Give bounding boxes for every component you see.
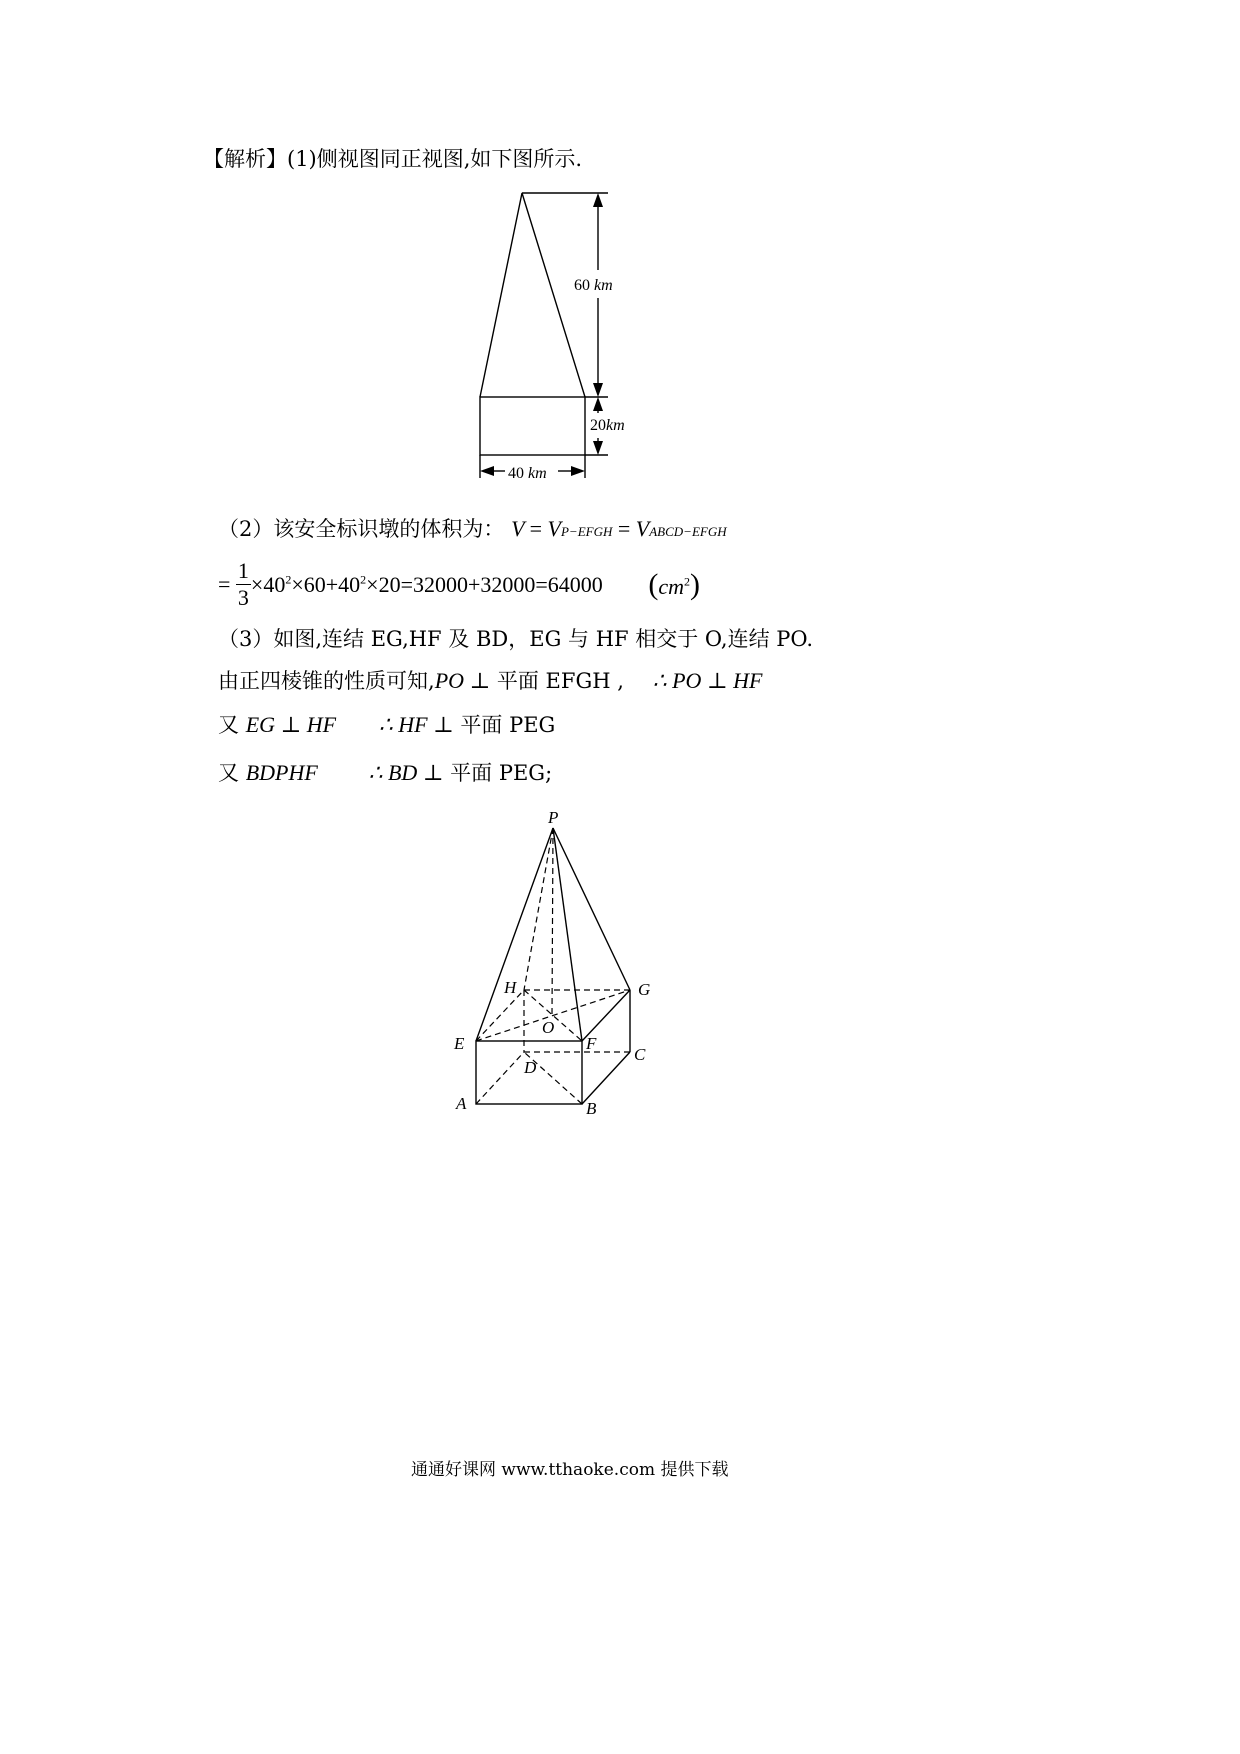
subscript-pyramid: P−EFGH xyxy=(560,524,613,539)
label-60km: 60 km xyxy=(574,277,613,294)
line4-suffix: 平面 PEG; xyxy=(443,761,553,785)
footer-text: 通通好课网 www.tthaoke.com 提供下载 xyxy=(411,1460,729,1480)
analysis-heading xyxy=(203,146,582,172)
arrow-right xyxy=(571,466,585,476)
po-perp: PO ⊥ xyxy=(434,668,491,693)
edge-AD-dashed xyxy=(476,1052,524,1104)
label-C: C xyxy=(634,1045,646,1064)
edge-PE xyxy=(476,828,553,1041)
eq-pow-1: 2 xyxy=(285,572,292,587)
v-symbol-2: V xyxy=(547,516,561,541)
therefore-bd-perp: ∴ BD ⊥ xyxy=(368,760,444,785)
arrow-up-mid xyxy=(593,397,603,411)
label-E: E xyxy=(454,1034,465,1053)
arrow-up-top xyxy=(593,193,603,207)
line4-prefix: 又 xyxy=(218,761,239,785)
label-D: D xyxy=(524,1058,537,1077)
therefore-hf-perp: ∴ HF ⊥ xyxy=(378,712,454,737)
arrow-left xyxy=(480,466,494,476)
base-rectangle xyxy=(480,397,585,455)
part3-line3 xyxy=(218,712,555,738)
fraction-one-third xyxy=(236,558,251,611)
frac-den: 3 xyxy=(237,585,249,610)
label-40km: 40 km xyxy=(508,465,547,482)
po-perp-hf: ∴ PO ⊥ HF xyxy=(652,668,763,693)
label-B: B xyxy=(586,1099,597,1118)
v-symbol: V xyxy=(511,516,525,541)
eq-term-2: ×60+40 xyxy=(291,571,361,597)
edge-PO-dashed xyxy=(552,828,553,1015)
part1-text: (1)侧视图同正视图,如下图所示. xyxy=(287,147,583,171)
label-20km: 20km xyxy=(590,417,625,434)
label-A: A xyxy=(456,1094,467,1113)
part3-line1: （3）如图,连结 EG,HF 及 BD，EG 与 HF 相交于 O,连结 PO. xyxy=(218,627,814,651)
part3-line2 xyxy=(218,668,762,694)
arrow-down-mid xyxy=(593,383,603,397)
bd-parallel-hf: BDPHF xyxy=(245,760,318,785)
unit-cm2: $(cm^2)$ xyxy=(648,567,700,601)
edge-PH-dashed xyxy=(524,828,553,990)
line2-mid: 平面 EFGH , xyxy=(490,669,624,693)
part2-line1 xyxy=(218,516,727,545)
label-G: G xyxy=(638,980,651,999)
line3-suffix: 平面 PEG xyxy=(453,713,556,737)
part2-equation xyxy=(218,558,700,611)
volume-formula xyxy=(511,516,727,541)
eq-sign-2: = xyxy=(617,516,631,541)
label-P: P xyxy=(548,808,559,827)
eq-term-3: ×20=32000+32000=64000 xyxy=(366,571,603,597)
subscript-prism: ABCD−EFGH xyxy=(649,524,727,539)
eq-sign: = xyxy=(529,516,543,541)
label-H: H xyxy=(504,978,517,997)
side-view-figure xyxy=(470,180,670,540)
label-O: O xyxy=(542,1018,555,1037)
eg-perp-hf: EG ⊥ HF xyxy=(245,712,337,737)
part3-line4 xyxy=(218,760,552,786)
arrow-down-bottom xyxy=(593,441,603,455)
frac-num: 1 xyxy=(237,558,249,583)
triangle-outline xyxy=(480,193,585,397)
edge-BC xyxy=(582,1052,630,1104)
analysis-tag: 【解析】 xyxy=(203,147,287,171)
pyramid-3d-figure xyxy=(440,805,670,1125)
part2-prefix: （2）该安全标识墩的体积为： xyxy=(218,517,505,541)
eq-pow-2: 2 xyxy=(360,572,367,587)
eq-term-1: ×40 xyxy=(250,571,286,597)
eq-lead: = xyxy=(218,571,231,597)
line3-prefix: 又 xyxy=(218,713,239,737)
line2-prefix: 由正四棱锥的性质可知, xyxy=(218,669,435,693)
v-symbol-3: V xyxy=(635,516,650,541)
label-F: F xyxy=(586,1034,597,1053)
